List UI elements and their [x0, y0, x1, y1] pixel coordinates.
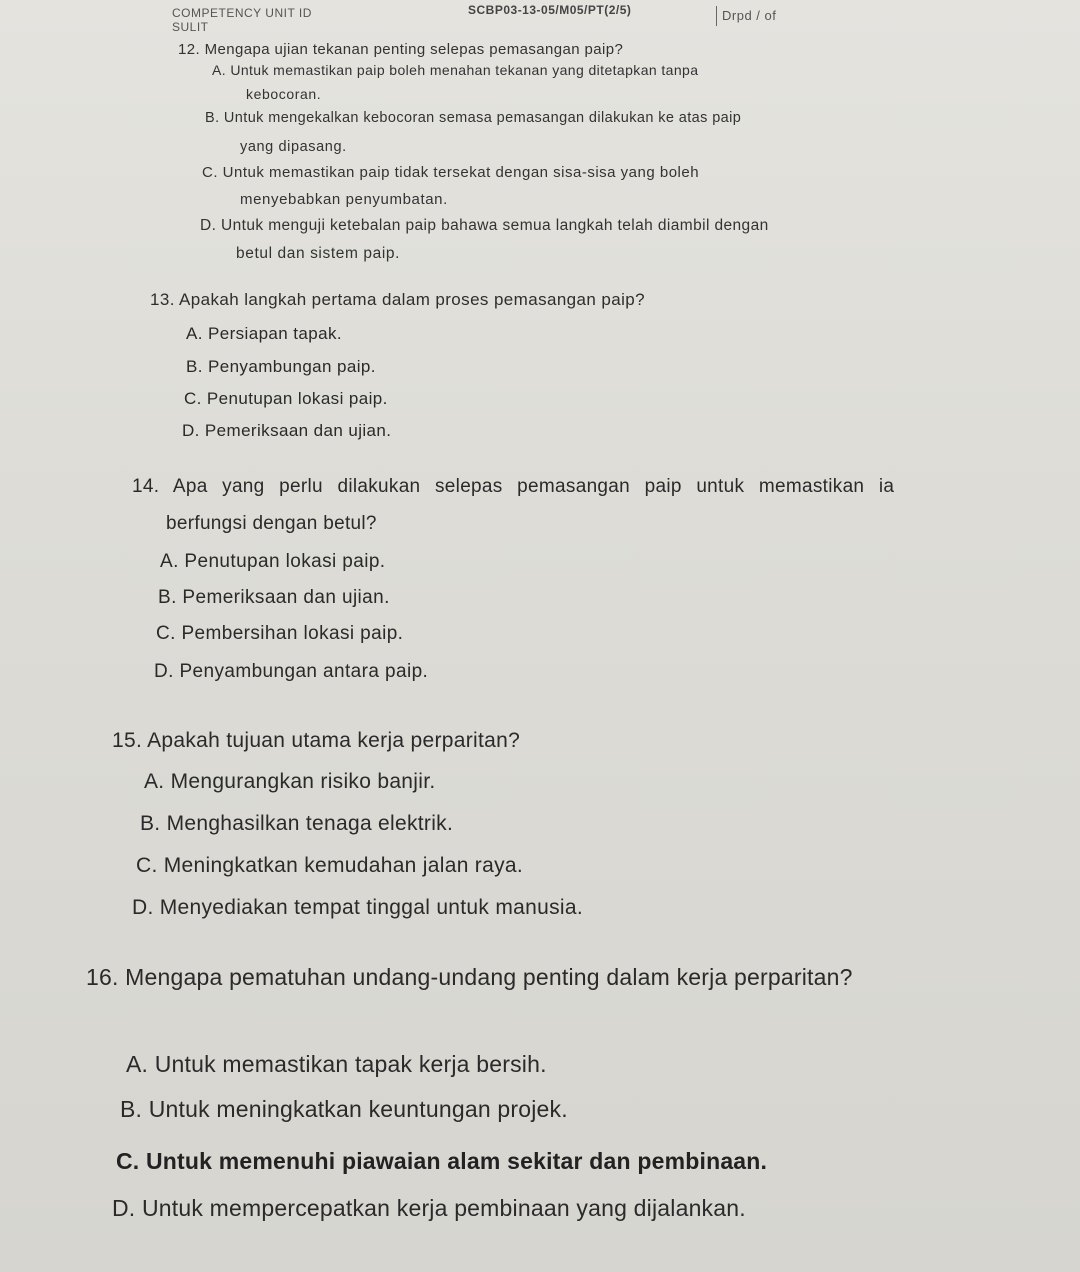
option-text: B. Pemeriksaan dan ujian.	[158, 587, 390, 608]
question-number: 13.	[150, 290, 175, 309]
option-text: kebocoran.	[246, 86, 322, 102]
option-text: C. Meningkatkan kemudahan jalan raya.	[136, 854, 523, 877]
option-text: menyebabkan penyumbatan.	[240, 191, 448, 208]
question-13-option-a	[186, 324, 342, 344]
question-12-option-a-cont	[246, 86, 321, 102]
question-text: Apakah tujuan utama kerja perparitan?	[147, 729, 521, 752]
question-15-option-c	[136, 854, 523, 878]
question-number: 15.	[112, 729, 143, 752]
question-12-option-b-cont	[240, 139, 347, 155]
option-text: B. Menghasilkan tenaga elektrik.	[140, 812, 454, 835]
question-13-option-d	[182, 421, 391, 441]
question-14-option-c	[156, 623, 403, 645]
question-12-option-a	[212, 62, 698, 78]
option-text: A. Persiapan tapak.	[186, 324, 342, 343]
question-13-option-c	[184, 389, 388, 409]
document-code: SCBP03-13-05/M05/PT(2/5)	[468, 3, 632, 17]
question-14-option-a	[160, 551, 386, 573]
question-text: Mengapa ujian tekanan penting selepas pemasangan paip?	[204, 41, 624, 58]
question-12-stem	[178, 41, 623, 58]
option-text: D. Pemeriksaan dan ujian.	[182, 421, 392, 440]
question-12-option-d-cont	[236, 245, 400, 263]
option-text: C. Penutupan lokasi paip.	[184, 389, 388, 408]
option-text: A. Penutupan lokasi paip.	[160, 551, 386, 572]
question-14-stem-cont	[166, 513, 377, 535]
question-16-option-b	[120, 1096, 568, 1123]
question-number: 14.	[132, 476, 160, 497]
question-15-option-d	[132, 896, 583, 920]
classification-label: SULIT	[172, 20, 209, 34]
option-text: D. Penyambungan antara paip.	[154, 661, 429, 682]
question-text-cont: berfungsi dengan betul?	[166, 513, 377, 534]
question-12-option-b	[205, 110, 741, 126]
header-divider	[716, 6, 717, 26]
question-text: Mengapa pematuhan undang-undang penting dalam kerja perparitan?	[125, 964, 853, 990]
option-text: C. Untuk memastikan paip tidak tersekat dengan sisa-sisa yang boleh	[202, 164, 700, 181]
question-16-option-a	[126, 1051, 547, 1078]
question-15-stem	[112, 729, 520, 753]
question-12-option-d	[200, 217, 769, 235]
question-16-option-c	[116, 1148, 767, 1175]
question-12-option-c	[202, 164, 699, 181]
question-16-option-d	[112, 1195, 746, 1222]
question-15-option-a	[144, 770, 436, 794]
question-text: Apakah langkah pertama dalam proses pemasangan paip?	[179, 290, 645, 309]
question-13-stem	[150, 290, 645, 310]
option-text: A. Mengurangkan risiko banjir.	[144, 770, 436, 793]
option-text: yang dipasang.	[240, 139, 347, 155]
option-text: A. Untuk memastikan paip boleh menahan tekanan yang ditetapkan tanpa	[212, 62, 699, 78]
question-15-option-b	[140, 812, 453, 836]
question-13-option-b	[186, 357, 376, 377]
option-text: D. Untuk menguji ketebalan paip bahawa semua langkah telah diambil dengan	[200, 217, 769, 234]
option-text: B. Penyambungan paip.	[186, 357, 376, 376]
question-14-option-d	[154, 661, 428, 683]
page-header	[0, 0, 1080, 40]
option-text: C. Untuk memenuhi piawaian alam sekitar dan pembinaan.	[116, 1148, 768, 1174]
page-indicator: Drpd / of	[722, 8, 777, 23]
competency-unit-label: COMPETENCY UNIT ID	[172, 6, 312, 20]
question-12-option-c-cont	[240, 191, 448, 208]
question-number: 16.	[86, 964, 119, 990]
question-text: Apa yang perlu dilakukan selepas pemasangan paip untuk memastikan ia	[172, 476, 895, 497]
option-text: B. Untuk mengekalkan kebocoran semasa pemasangan dilakukan ke atas paip	[205, 110, 742, 126]
question-16-stem	[86, 964, 853, 991]
option-text: C. Pembersihan lokasi paip.	[156, 623, 404, 644]
option-text: D. Menyediakan tempat tinggal untuk manusia.	[132, 896, 583, 919]
option-text: betul dan sistem paip.	[236, 245, 400, 262]
option-text: D. Untuk mempercepatkan kerja pembinaan yang dijalankan.	[112, 1195, 746, 1221]
question-14-option-b	[158, 587, 390, 609]
option-text: B. Untuk meningkatkan keuntungan projek.	[120, 1096, 568, 1122]
question-number: 12.	[178, 41, 201, 58]
question-14-stem	[132, 476, 894, 498]
option-text: A. Untuk memastikan tapak kerja bersih.	[126, 1051, 547, 1077]
